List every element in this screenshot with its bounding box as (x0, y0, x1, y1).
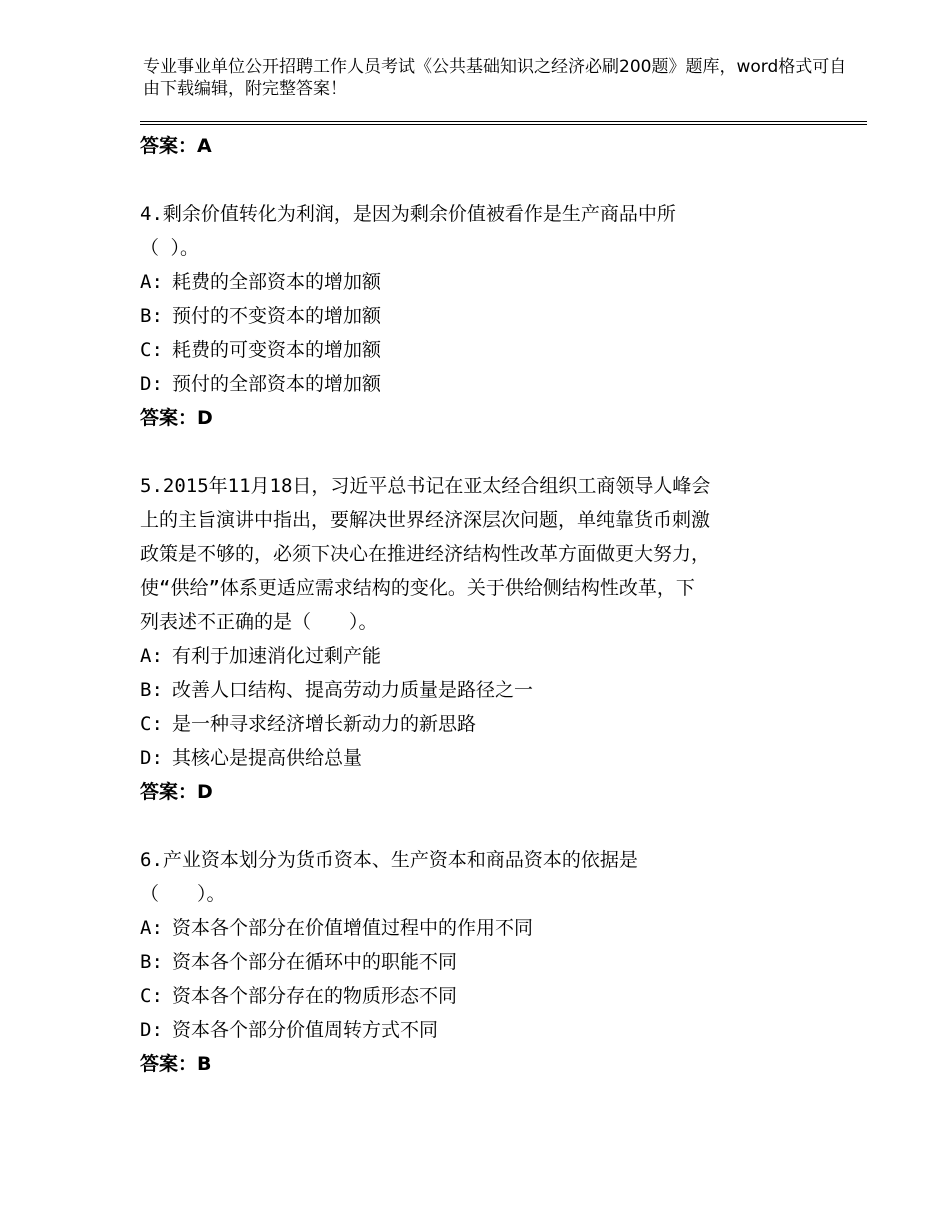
option-text: 耗费的全部资本的增加额 (172, 271, 382, 293)
option-b (140, 673, 812, 707)
option-letter: C: (140, 713, 163, 735)
option-letter: A: (140, 917, 163, 939)
question-stem-line: 政策是不够的，必须下决心在推进经济结构性改革方面做更大努力， (140, 543, 711, 565)
question-stem-line: 上的主旨演讲中指出，要解决世界经济深层次问题，单纯靠货币刺激 (140, 509, 711, 531)
option-letter: B: (140, 679, 163, 701)
option-letter: A: (140, 271, 163, 293)
option-text: 其核心是提高供给总量 (172, 747, 363, 769)
option-a (140, 639, 812, 673)
option-c (140, 707, 812, 741)
option-letter: C: (140, 985, 163, 1007)
question-stem-line: 4.剩余价值转化为利润，是因为剩余价值被看作是生产商品中所 (140, 203, 676, 225)
question-stem-line: 使“供给”体系更适应需求结构的变化。关于供给侧结构性改革，下 (140, 577, 695, 599)
answer-label: 答案：D (140, 407, 213, 429)
question-5 (140, 469, 812, 809)
option-letter: D: (140, 373, 163, 395)
option-letter: B: (140, 305, 163, 327)
option-b (140, 299, 812, 333)
option-text: 预付的不变资本的增加额 (172, 305, 382, 327)
option-a (140, 911, 812, 945)
question-4 (140, 197, 812, 435)
option-c (140, 333, 812, 367)
option-a (140, 265, 812, 299)
question-stem-line: 列表述不正确的是（ ）。 (140, 611, 378, 633)
option-letter: D: (140, 1019, 163, 1041)
option-text: 资本各个部分价值周转方式不同 (172, 1019, 439, 1041)
option-text: 是一种寻求经济增长新动力的新思路 (172, 713, 477, 735)
option-c (140, 979, 812, 1013)
answer-label: 答案：B (140, 1053, 212, 1075)
document-body (140, 125, 812, 1081)
option-text: 资本各个部分在价值增值过程中的作用不同 (172, 917, 534, 939)
option-d (140, 367, 812, 401)
option-text: 资本各个部分存在的物质形态不同 (172, 985, 458, 1007)
question-6 (140, 843, 812, 1081)
answer-label: 答案：D (140, 781, 213, 803)
header-title: 专业事业单位公开招聘工作人员考试《公共基础知识之经济必刷200题》题库，word格式可自由下载编辑，附完整答案！ (143, 57, 847, 99)
option-text: 耗费的可变资本的增加额 (172, 339, 382, 361)
question-stem-line: 6.产业资本划分为货币资本、生产资本和商品资本的依据是 (140, 849, 638, 871)
question-stem-line: （ ）。 (140, 237, 199, 259)
option-letter: D: (140, 747, 163, 769)
option-letter: A: (140, 645, 163, 667)
option-d (140, 741, 812, 775)
option-text: 改善人口结构、提高劳动力质量是路径之一 (172, 679, 534, 701)
option-b (140, 945, 812, 979)
question-stem-line: 5.2015年11月18日，习近平总书记在亚太经合组织工商领导人峰会 (140, 475, 711, 497)
option-d (140, 1013, 812, 1047)
option-text: 预付的全部资本的增加额 (172, 373, 382, 395)
option-letter: B: (140, 951, 163, 973)
answer-label: 答案：A (140, 135, 212, 157)
document-header (143, 56, 863, 100)
question-stem-line: （ ）。 (140, 883, 226, 905)
option-text: 资本各个部分在循环中的职能不同 (172, 951, 458, 973)
option-text: 有利于加速消化过剩产能 (172, 645, 382, 667)
option-letter: C: (140, 339, 163, 361)
